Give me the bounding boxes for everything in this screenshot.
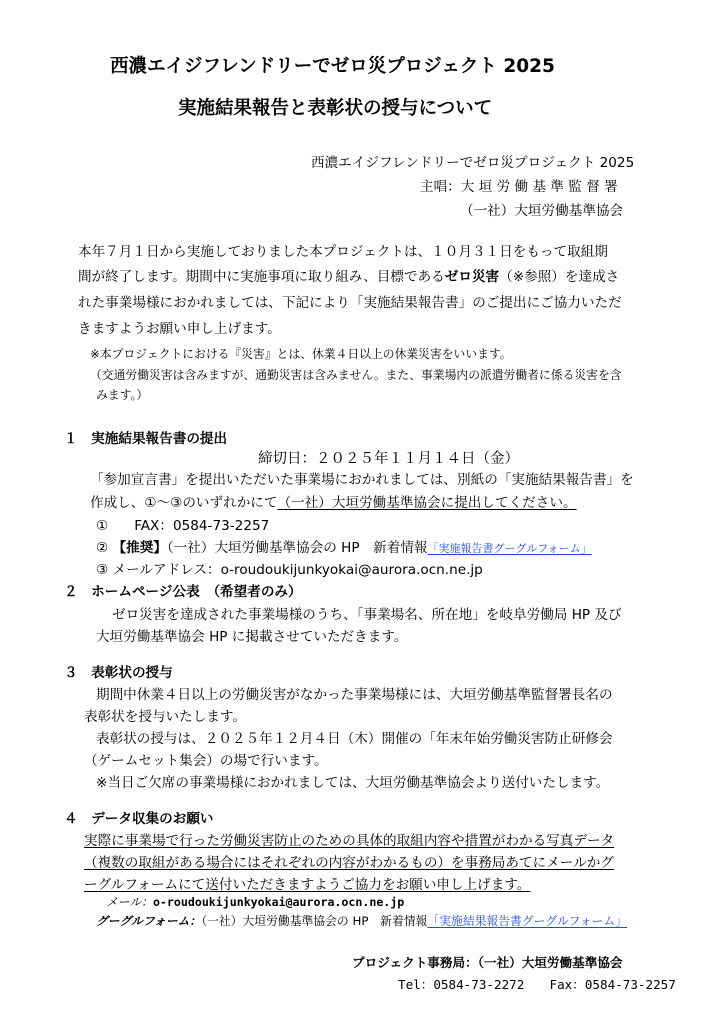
contact-numbers: Tel：0584-73-2272 Fax：0584-73-2257 [398, 977, 676, 992]
data-mail: メール：o-roudoukijunkyokai@aurora.ocn.ne.jp [106, 895, 405, 909]
section4-body: ーグルフォームにて送付いただきますようご協力をお願い申し上げます。 [84, 877, 531, 893]
section3-heading: ３ 表彰状の授与 [64, 665, 173, 681]
section4-body: 実際に事業場で行った労働災害防止のための具体的取組内容や措置がわかる写真データ [84, 833, 615, 849]
section4-body: （複数の取組がある場合にはそれぞれの内容がわかるもの）を事務局あてにメールかグ [84, 855, 614, 871]
section3-note: ※当日ご欠席の事業場様におかれましては、大垣労働基準協会より送付いたします。 [96, 775, 610, 791]
section2-heading: ２ ホームページ公表 （希望者のみ） [64, 584, 302, 600]
intro-line: 間が終了します。期間中に実施事項に取り組み、目標であるゼロ災害（※参照）を達成さ [78, 269, 620, 285]
submit-option-fax: ① FAX：0584-73-2257 [96, 518, 270, 534]
intro-note: （交通労働災害は含みますが、通勤災害は含みません。また、事業場内の派遣労働者に係る災害を含 [90, 368, 622, 382]
deadline: 締切日：２０２５年１１月１４日（金） [258, 451, 519, 467]
project-office: プロジェクト事務局：（一社）大垣労働基準協会 [352, 955, 623, 970]
sponsor-labor-office: 主唱：大 垣 労 働 基 準 監 督 署 [420, 179, 618, 195]
intro-note: ※本プロジェクトにおける『災害』とは、休業４日以上の休業災害をいいます。 [90, 347, 512, 361]
submit-option-email: ③ メールアドレス：o-roudoukijunkyokai@aurora.ocn.ne.jp [96, 562, 483, 578]
zero-disaster-emphasis: ゼロ災害 [444, 269, 500, 285]
intro-line: 本年７月１日から実施しておりました本プロジェクトは、１０月３１日をもって取組期 [78, 244, 608, 260]
section2-body: 大垣労働基準協会 HP に掲載させていただきます。 [96, 629, 408, 645]
section3-body: （ゲームセット集会）の場で行います。 [84, 753, 328, 769]
intro-note: みます。） [96, 388, 149, 402]
result-form-link[interactable]: 「実施結果報告書グーグルフォーム」 [427, 914, 628, 928]
section3-body: 表彰状の授与は、２０２５年１２月４日（木）開催の「年末年始労働災害防止研修会 [96, 731, 613, 747]
section4-heading: ４ データ収集のお願い [64, 811, 214, 827]
section3-body: 表彰状を授与いたします。 [84, 709, 247, 725]
intro-line: きますようお願い申し上げます。 [78, 321, 281, 337]
submit-instruction: （一社）大垣労働基準協会に提出してください。 [277, 495, 577, 511]
section3-body: 期間中休業４日以上の労働災害がなかった事業場様には、大垣労働基準監督署長名の [96, 687, 613, 703]
page-subtitle: 実施結果報告と表彰状の授与について [178, 98, 493, 119]
submit-option-form: ② 【推奨】（一社）大垣労働基準協会の HP 新着情報「実施報告書グーグルフォーム」 [96, 540, 592, 556]
intro-line: れた事業場様におかれましては、下記により「実施結果報告書」のご提出にご協力いただ [78, 295, 622, 311]
report-form-link[interactable]: 「実施報告書グーグルフォーム」 [427, 542, 592, 555]
project-name: 西濃エイジフレンドリーでゼロ災プロジェクト 2025 [311, 155, 635, 171]
page-title: 西濃エイジフレンドリーでゼロ災プロジェクト 2025 [110, 56, 555, 77]
sponsor-association: （一社）大垣労働基準協会 [460, 203, 624, 219]
data-mail-address[interactable]: o-roudoukijunkyokai@aurora.ocn.ne.jp [152, 895, 405, 909]
section1-body: 「参加宣言書」を提出いただいた事業場におかれましては、別紙の「実施結果報告書」を [90, 472, 634, 488]
section2-body: ゼロ災害を達成された事業場様のうち、「事業場名、所在地」を岐阜労働局 HP 及び [112, 607, 622, 623]
section1-heading: １ 実施結果報告書の提出 [64, 431, 228, 447]
section1-body: 作成し、①～③のいずれかにて（一社）大垣労働基準協会に提出してください。 [90, 495, 577, 511]
data-form: グーグルフォーム：（一社）大垣労働基準協会の HP 新着情報「実施結果報告書グーグルフォーム」 [96, 914, 628, 928]
